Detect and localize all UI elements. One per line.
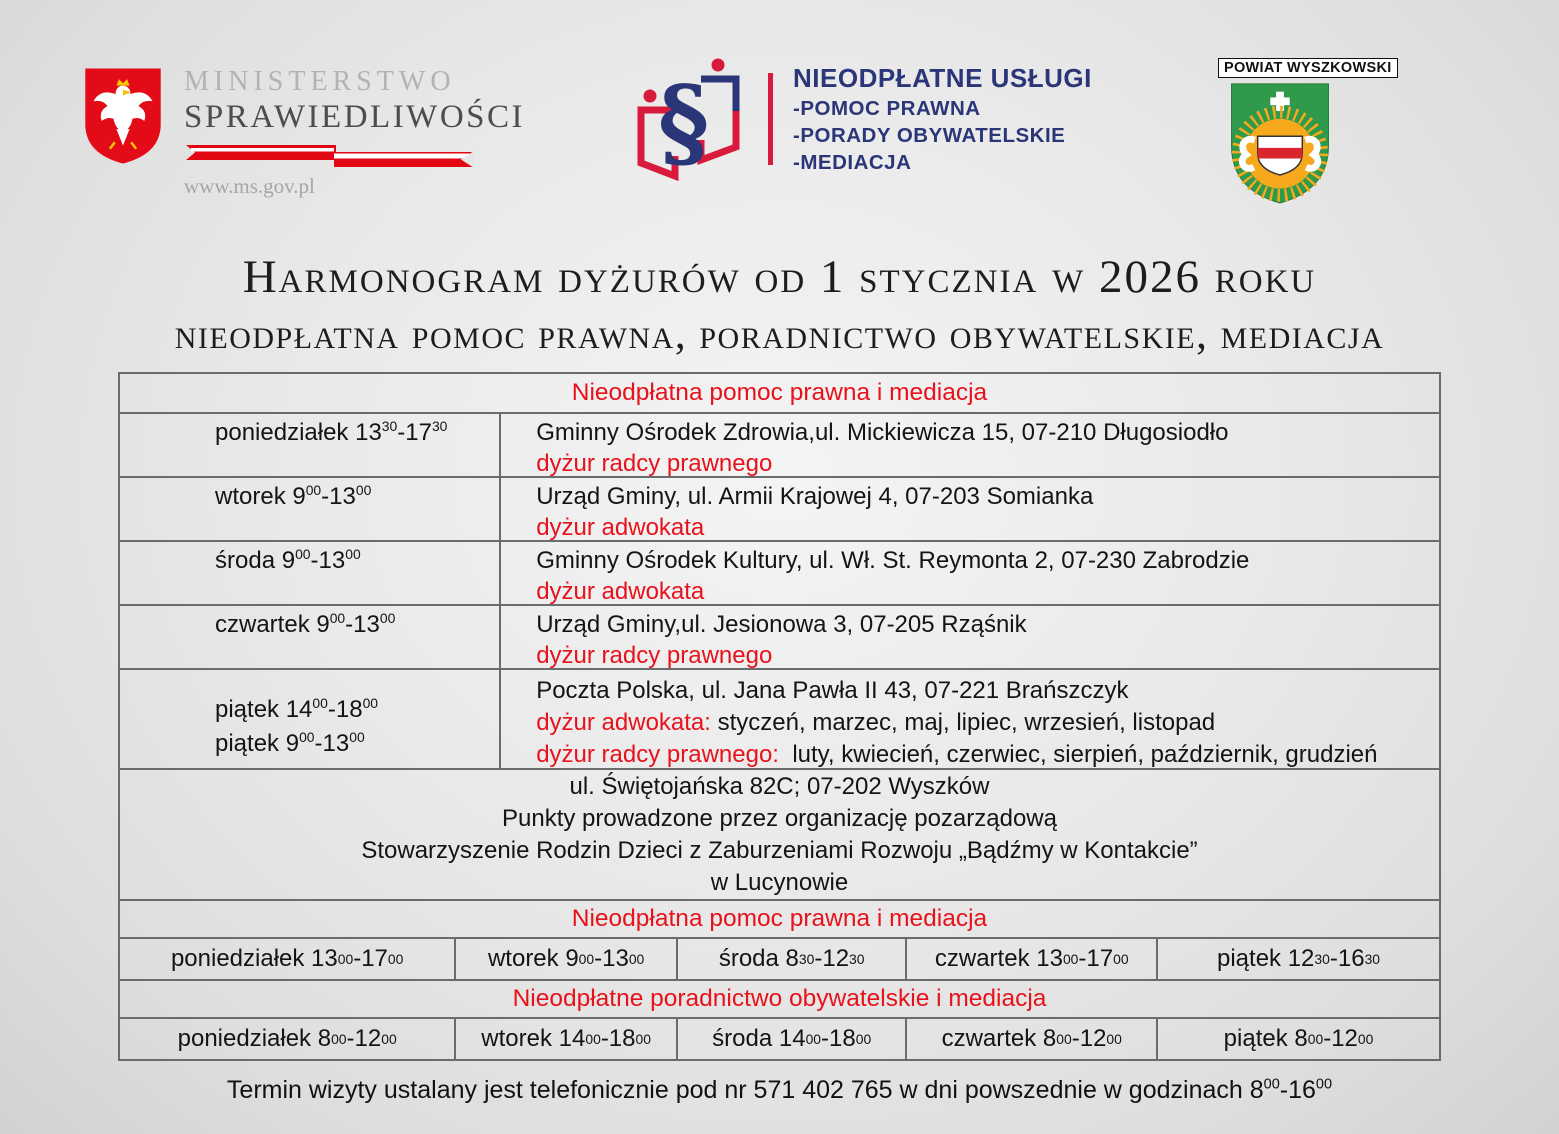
services-item-mediation: -MEDIACJA	[793, 151, 912, 174]
table-row-tuesday	[120, 476, 1439, 540]
info-line: ul. Świętojańska 82C; 07-202 Wyszków	[569, 772, 990, 800]
day-time-cell: środa $9^{00}-13^{00}$	[120, 542, 501, 604]
svg-text:§: §	[658, 65, 710, 180]
section2-header: Nieodpłatna pomoc prawna i mediacja	[120, 899, 1439, 937]
county-name-label: POWIAT WYSZKOWSKI	[1218, 58, 1398, 78]
location-text: Urząd Gminy, ul. Armii Krajowej 4, 07-203 Somianka	[536, 483, 1094, 510]
paragraph-books-icon	[628, 52, 762, 186]
duty-text: dyżur radcy prawnego	[536, 642, 773, 669]
day-time-cell: środa 14 00 -18 00	[678, 1019, 908, 1059]
table-row-thursday	[120, 604, 1439, 668]
location-text: Gminny Ośrodek Zdrowia,ul. Mickiewicza 15, 07-210 Długosiodło	[536, 419, 1229, 446]
schedule-table	[118, 372, 1441, 1061]
ministry-url: www.ms.gov.pl	[184, 174, 315, 198]
duty-months-line	[536, 707, 1429, 739]
day-time-cell: poniedziałek 13 00 -17 00	[120, 939, 456, 979]
location-text: Poczta Polska, ul. Jana Pawła II 43, 07-221 Brańszczyk	[536, 677, 1129, 704]
page-title-line2: nieodpłatna pomoc prawna, poradnictwo obywatelskie, mediacja	[174, 311, 1385, 358]
day-time-cell: piątek $9^{00}-13^{00}$	[215, 729, 365, 757]
logo-divider	[768, 73, 773, 165]
duty-months-line	[536, 739, 1429, 771]
duty-text: dyżur adwokata	[536, 514, 705, 541]
location-text: Gminny Ośrodek Kultury, ul. Wł. St. Reymonta 2, 07-230 Zabrodzie	[536, 547, 1250, 574]
day-time-cell: poniedziałek 8 00 -12 00	[120, 1019, 456, 1059]
ministry-title-top: MINISTERSTWO	[184, 66, 456, 97]
day-time-cell: piątek 12 30 -16 30	[1217, 945, 1381, 972]
flag-ribbon-icon	[184, 142, 474, 170]
free-legal-services-logo	[628, 52, 1092, 186]
location-text: Urząd Gminy,ul. Jesionowa 3, 07-205 Rząśnik	[536, 611, 1027, 638]
table-row-wednesday	[120, 540, 1439, 604]
table-row-friday	[120, 668, 1439, 768]
ministry-title-bottom: SPRAWIEDLIWOŚCI	[184, 99, 526, 135]
table-row-monday	[120, 412, 1439, 476]
day-time-cell: czwartek 8 00 -12 00	[907, 1019, 1158, 1059]
table-row-info	[120, 768, 1439, 899]
duty-text: dyżur radcy prawnego	[536, 450, 773, 477]
info-line: Stowarzyszenie Rodzin Dzieci z Zaburzeniami Rozwoju „Bądźmy w Kontakcie”	[361, 836, 1198, 864]
info-line: Punkty prowadzone przez organizację pozarządową	[502, 804, 1057, 832]
section1-header: Nieodpłatna pomoc prawna i mediacja	[571, 379, 988, 406]
day-time-cell: czwartek $9^{00}-13^{00}$	[120, 606, 501, 668]
table-row-weekdays-civic	[120, 1017, 1439, 1059]
day-time-cell: piątek 8 00 -12 00	[1223, 1025, 1374, 1052]
day-time-cell: poniedziałek $13^{30}-17^{30}$	[120, 414, 501, 476]
section3-header: Nieodpłatne poradnictwo obywatelskie i mediacja	[120, 979, 1439, 1017]
duty-label: dyżur radcy prawnego:	[536, 741, 779, 768]
page-title	[0, 250, 1559, 359]
day-time-cell: środa 8 30 -12 30	[678, 939, 908, 979]
day-time-cell: wtorek 9 00 -13 00	[456, 939, 678, 979]
page-title-line1: Harmonogram dyżurów od 1 stycznia w 2026 roku	[242, 251, 1317, 303]
services-item-civic-advice: -PORADY OBYWATELSKIE	[793, 124, 1066, 147]
day-time-cell: wtorek 14 00 -18 00	[456, 1019, 678, 1059]
table-row-weekdays-legal	[120, 937, 1439, 979]
duty-text: dyżur adwokata	[536, 578, 705, 605]
appointment-phone-note: Termin wizyty ustalany jest telefonicznie pod nr 571 402 765 w dni powszednie w godzinach $8^{00}-16^{00}$	[226, 1076, 1333, 1104]
ministry-of-justice-logo	[82, 66, 525, 199]
polish-eagle-shield-icon	[82, 66, 164, 166]
duty-months: luty, kwiecień, czerwiec, sierpień, październik, grudzień	[792, 741, 1378, 768]
services-title: NIEODPŁATNE USŁUGI	[793, 63, 1092, 93]
day-time-cell: piątek $14^{00}-18^{00}$	[215, 695, 379, 723]
services-item-legal-aid: -POMOC PRAWNA	[793, 97, 981, 120]
duty-label: dyżur adwokata:	[536, 709, 711, 736]
wyszkow-county-shield-icon	[1221, 80, 1339, 206]
day-time-cell: czwartek 13 00 -17 00	[907, 939, 1158, 979]
day-time-cell: wtorek $9^{00}-13^{00}$	[120, 478, 501, 540]
county-coat-of-arms	[1218, 58, 1392, 206]
info-line: w Lucynowie	[710, 868, 849, 896]
duty-months: styczeń, marzec, maj, lipiec, wrzesień, listopad	[717, 709, 1216, 736]
